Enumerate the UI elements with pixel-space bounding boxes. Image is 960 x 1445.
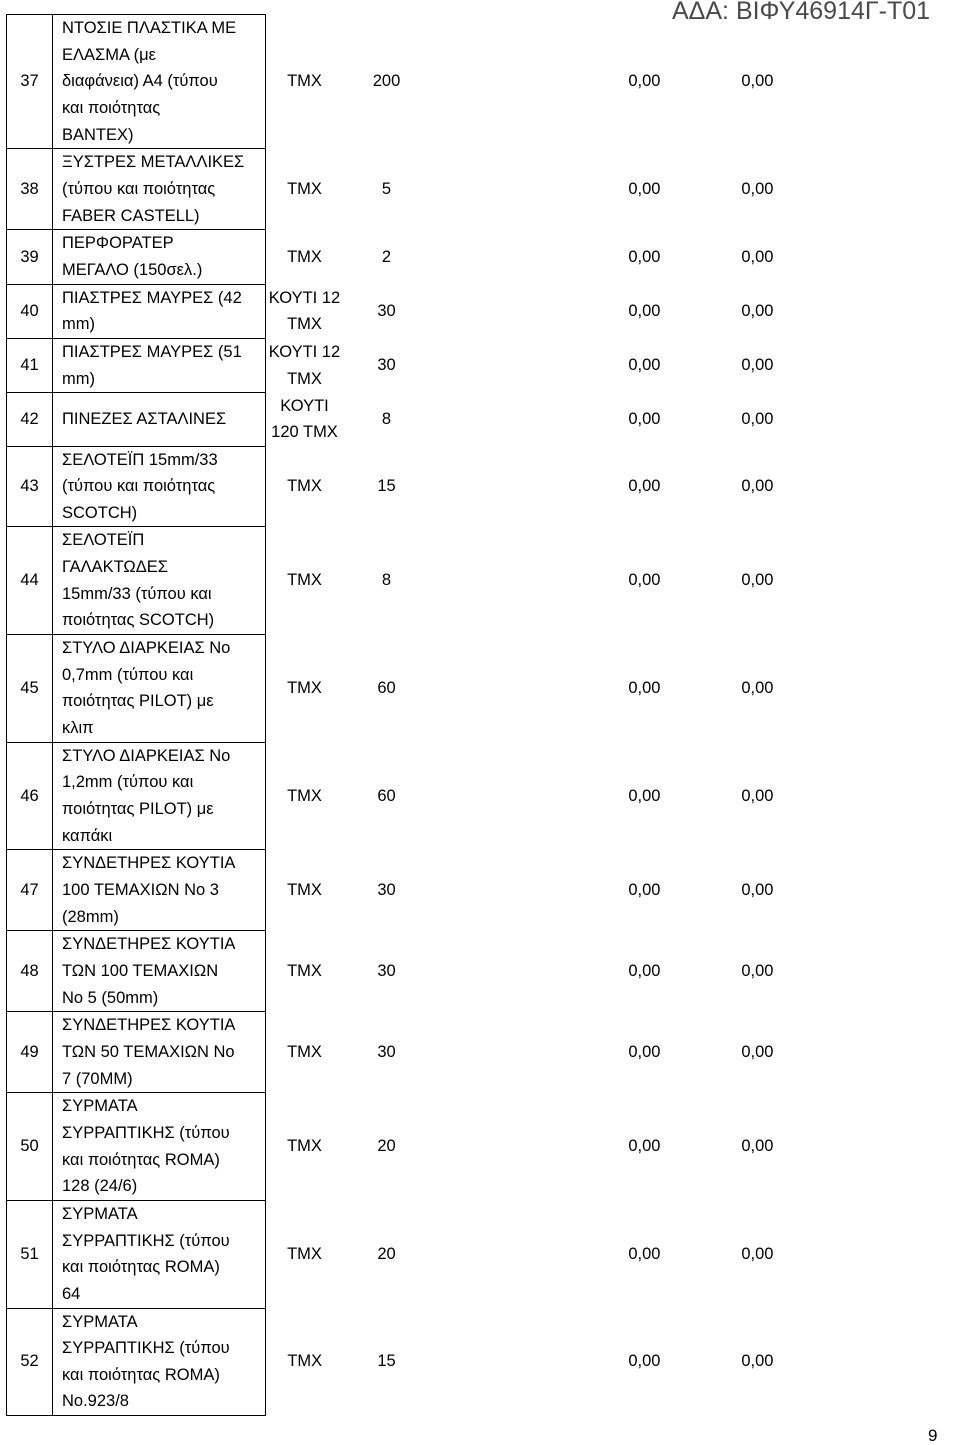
item-unit-price: 0,00 [628, 679, 661, 698]
item-description-line: ΤΩΝ 100 ΤΕΜΑΧΙΩΝ [62, 961, 219, 980]
item-unit-price: 0,00 [628, 477, 661, 496]
item-unit-line: ΤΜΧ [287, 179, 322, 198]
item-description [53, 1093, 266, 1201]
items-table [6, 14, 774, 1416]
item-description [53, 1200, 266, 1308]
item-unit [266, 15, 344, 149]
item-unit-price: 0,00 [628, 72, 661, 91]
item-unit-price: 0,00 [628, 247, 661, 266]
item-description-line: 15mm/33 (τύπου και [62, 584, 212, 603]
item-unit [266, 1093, 344, 1201]
item-total: 0,00 [741, 72, 774, 91]
item-total: 0,00 [741, 1244, 774, 1263]
item-total: 0,00 [741, 679, 774, 698]
table-row [7, 393, 774, 446]
item-unit-price: 0,00 [628, 1137, 661, 1156]
item-unit-line: ΤΜΧ [287, 247, 322, 266]
item-unit [266, 742, 344, 850]
item-description [53, 15, 266, 149]
item-unit-price: 0,00 [628, 356, 661, 375]
item-description [53, 149, 266, 230]
item-description [53, 446, 266, 527]
item-description [53, 742, 266, 850]
item-total: 0,00 [741, 179, 774, 198]
item-unit-line: ΤΜΧ [287, 1137, 322, 1156]
item-description-line: και ποιότητας ROMA) [62, 1150, 220, 1169]
item-unit-line: ΤΜΧ [287, 369, 322, 388]
item-quantity: 30 [377, 301, 396, 320]
item-description-line: ΠΕΡΦΟΡΑΤΕΡ [62, 234, 174, 253]
table-row [7, 338, 774, 392]
item-description-line: και ποιότητας [62, 98, 161, 117]
item-description [53, 1308, 266, 1416]
item-quantity: 30 [377, 1042, 396, 1061]
item-description-line: ΒΑΝΤΕΧ) [62, 125, 134, 144]
item-unit-line: ΤΜΧ [287, 881, 322, 899]
table-row [7, 635, 774, 743]
item-quantity: 15 [377, 477, 396, 496]
item-unit-price: 0,00 [628, 961, 661, 980]
item-description-line: και ποιότητας ROMA) [62, 1365, 220, 1384]
item-description-line: ΤΩΝ 50 ΤΕΜΑΧΙΩΝ Νο [62, 1042, 235, 1061]
item-total: 0,00 [741, 356, 774, 375]
item-number: 41 [7, 338, 53, 392]
item-number: 39 [7, 230, 53, 284]
item-total: 0,00 [741, 1352, 774, 1371]
item-total: 0,00 [741, 477, 774, 496]
table-row [7, 1200, 774, 1308]
item-description-line: ΜΕΓΑΛΟ (150σελ.) [62, 260, 203, 279]
item-description-line: FABER CASTELL) [62, 206, 200, 225]
item-description-line: mm) [62, 315, 95, 334]
item-description-line: ΣΥΡΜΑΤΑ [62, 1312, 138, 1331]
table-row [7, 1093, 774, 1201]
item-quantity: 60 [377, 786, 396, 805]
item-description-line: ΠΙΑΣΤΡΕΣ ΜΑΥΡΕΣ (51 [62, 342, 242, 361]
item-unit [266, 230, 344, 284]
item-description-line: 0,7mm (τύπου και [62, 665, 194, 684]
item-description-line: ΣΥΝΔΕΤΗΡΕΣ ΚΟΥΤΙΑ [62, 1016, 236, 1035]
item-description [53, 338, 266, 392]
ada-stamp: ΑΔΑ: ΒΙΦΥ46914Γ-Τ01 [672, 0, 931, 25]
table-row [7, 284, 774, 338]
item-description-line: ΣΥΡΜΑΤΑ [62, 1204, 138, 1223]
item-unit-price: 0,00 [628, 881, 661, 899]
item-unit [266, 1308, 344, 1416]
item-description-line: ποιότητας SCOTCH) [62, 611, 215, 630]
item-unit [266, 149, 344, 230]
item-quantity: 30 [377, 961, 396, 980]
item-description-line: Νο.923/8 [62, 1392, 129, 1411]
item-unit-price: 0,00 [628, 410, 661, 429]
item-unit-price: 0,00 [628, 179, 661, 198]
item-unit-line: ΚΟΥΤΙ 12 [268, 342, 341, 361]
item-total: 0,00 [741, 1137, 774, 1156]
item-number: 49 [7, 1012, 53, 1093]
item-description-line: ΣΤΥΛΟ ΔΙΑΡΚΕΙΑΣ Νο [62, 639, 231, 658]
item-unit-line: ΤΜΧ [287, 1352, 323, 1371]
item-unit-line: ΤΜΧ [287, 1244, 322, 1263]
item-description-line: ΠΙΝΕΖΕΣ ΑΣΤΑΛΙΝΕΣ [62, 410, 227, 429]
item-description [53, 931, 266, 1012]
item-description-line: (τύπου και ποιότητας [62, 477, 216, 496]
item-unit [266, 1200, 344, 1308]
item-description-line: 7 (70ΜΜ) [62, 1069, 133, 1088]
item-total: 0,00 [741, 301, 774, 320]
item-number: 48 [7, 931, 53, 1012]
item-description-line: 64 [62, 1284, 81, 1303]
item-description-line: ΣΤΥΛΟ ΔΙΑΡΚΕΙΑΣ Νο [62, 746, 231, 765]
item-unit-line: ΤΜΧ [287, 679, 322, 698]
item-quantity: 2 [381, 247, 392, 266]
item-description-line: Νο 5 (50mm) [62, 988, 159, 1007]
item-number: 47 [7, 850, 53, 931]
item-description-line: ΣΥΡΡΑΠΤΙΚΗΣ (τύπου [62, 1231, 230, 1250]
item-description-line: mm) [62, 369, 95, 388]
item-unit-line: ΤΜΧ [287, 571, 322, 590]
item-unit-line: ΚΟΥΤΙ 12 [268, 288, 341, 307]
item-description-line: ΕΛΑΣΜΑ (με [62, 45, 157, 64]
item-description-line: ΣΥΡΡΑΠΤΙΚΗΣ (τύπου [62, 1339, 230, 1358]
table-row [7, 850, 774, 931]
item-quantity: 30 [377, 356, 396, 375]
item-quantity: 5 [381, 179, 392, 198]
item-quantity: 60 [377, 679, 396, 698]
item-unit [266, 338, 344, 392]
item-unit-price: 0,00 [628, 301, 661, 320]
item-description-line: και ποιότητας ROMA) [62, 1258, 220, 1277]
item-unit [266, 931, 344, 1012]
item-quantity: 8 [381, 571, 392, 590]
item-description-line: ΣΥΝΔΕΤΗΡΕΣ ΚΟΥΤΙΑ [62, 854, 236, 873]
table-row [7, 1308, 774, 1416]
table-row [7, 230, 774, 284]
item-quantity: 200 [372, 72, 401, 91]
item-total: 0,00 [741, 786, 774, 805]
item-number: 37 [7, 15, 53, 149]
item-total: 0,00 [741, 961, 774, 980]
item-unit-line: ΤΜΧ [287, 477, 322, 496]
item-description-line: ΣΥΝΔΕΤΗΡΕΣ ΚΟΥΤΙΑ [62, 935, 236, 954]
item-description-line: ΞΥΣΤΡΕΣ ΜΕΤΑΛΛΙΚΕΣ [62, 153, 245, 172]
item-quantity: 20 [377, 1137, 396, 1156]
table-row [7, 931, 774, 1012]
item-number: 43 [7, 446, 53, 527]
item-description-line: ποιότητας PILOT) με [62, 692, 214, 711]
item-unit-price: 0,00 [628, 786, 661, 805]
item-unit-line: ΚΟΥΤΙ [280, 396, 329, 415]
table-row [7, 527, 774, 635]
item-description-line: ΣΕΛΟΤΕΪΠ 15mm/33 [62, 450, 218, 469]
item-quantity: 30 [377, 881, 396, 899]
item-unit-line: ΤΜΧ [287, 1042, 322, 1061]
item-total: 0,00 [741, 571, 774, 590]
item-unit-line: ΤΜΧ [287, 315, 322, 334]
items-table-body [7, 15, 774, 1416]
item-number: 52 [7, 1308, 53, 1416]
item-unit-price: 0,00 [628, 1352, 661, 1371]
item-quantity: 15 [377, 1352, 396, 1371]
item-number: 42 [7, 393, 53, 446]
item-unit-price: 0,00 [628, 571, 661, 590]
item-unit [266, 284, 344, 338]
item-unit-line: 120 ΤΜΧ [271, 423, 338, 442]
page-number: 9 [928, 1426, 938, 1445]
item-unit [266, 527, 344, 635]
item-unit-line: ΤΜΧ [287, 961, 322, 980]
item-description [53, 850, 266, 931]
table-row [7, 15, 774, 149]
item-description-line: ποιότητας PILOT) με [62, 800, 214, 819]
item-unit-line: ΤΜΧ [287, 72, 322, 91]
item-number: 38 [7, 149, 53, 230]
item-description-line: 100 ΤΕΜΑΧΙΩΝ Νο 3 [62, 881, 219, 899]
item-total: 0,00 [741, 1042, 774, 1061]
item-total: 0,00 [741, 247, 774, 266]
table-row [7, 446, 774, 527]
item-description-line: (28mm) [62, 907, 119, 926]
item-unit [266, 635, 344, 743]
item-unit [266, 1012, 344, 1093]
item-description-line: κλιπ [62, 719, 94, 738]
item-number: 45 [7, 635, 53, 743]
item-description-line: (τύπου και ποιότητας [62, 179, 216, 198]
table-row [7, 1012, 774, 1093]
item-description [53, 635, 266, 743]
item-unit-price: 0,00 [628, 1244, 661, 1263]
item-number: 40 [7, 284, 53, 338]
item-description-line: καπάκι [62, 826, 113, 845]
item-unit-line: ΤΜΧ [287, 786, 322, 805]
item-description [53, 284, 266, 338]
item-number: 46 [7, 742, 53, 850]
item-description [53, 1012, 266, 1093]
item-description-line: ΣΕΛΟΤΕΪΠ [62, 531, 145, 550]
item-description-line: ΣΥΡΡΑΠΤΙΚΗΣ (τύπου [62, 1123, 230, 1142]
item-description-line: ΝΤΟΣΙΕ ΠΛΑΣΤΙΚΑ ΜΕ [62, 19, 237, 37]
item-quantity: 20 [377, 1244, 396, 1263]
item-total: 0,00 [741, 410, 774, 429]
item-unit [266, 446, 344, 527]
item-description-line: ΠΙΑΣΤΡΕΣ ΜΑΥΡΕΣ (42 [62, 288, 242, 307]
item-number: 51 [7, 1200, 53, 1308]
item-description-line: διαφάνεια) Α4 (τύπου [62, 72, 218, 91]
item-description [53, 393, 266, 446]
item-unit-price: 0,00 [628, 1042, 661, 1061]
item-description-line: 1,2mm (τύπου και [62, 773, 194, 792]
item-unit [266, 850, 344, 931]
item-total: 0,00 [741, 881, 774, 899]
item-description [53, 527, 266, 635]
item-number: 50 [7, 1093, 53, 1201]
item-description-line: ΣΥΡΜΑΤΑ [62, 1097, 138, 1116]
table-row [7, 149, 774, 230]
item-description-line: SCOTCH) [62, 503, 138, 522]
item-quantity: 8 [381, 410, 392, 429]
item-description-line: 128 (24/6) [62, 1177, 138, 1196]
item-description-line: ΓΑΛΑΚΤΩΔΕΣ [62, 558, 168, 577]
item-number: 44 [7, 527, 53, 635]
item-unit [266, 393, 344, 446]
item-description [53, 230, 266, 284]
table-row [7, 742, 774, 850]
